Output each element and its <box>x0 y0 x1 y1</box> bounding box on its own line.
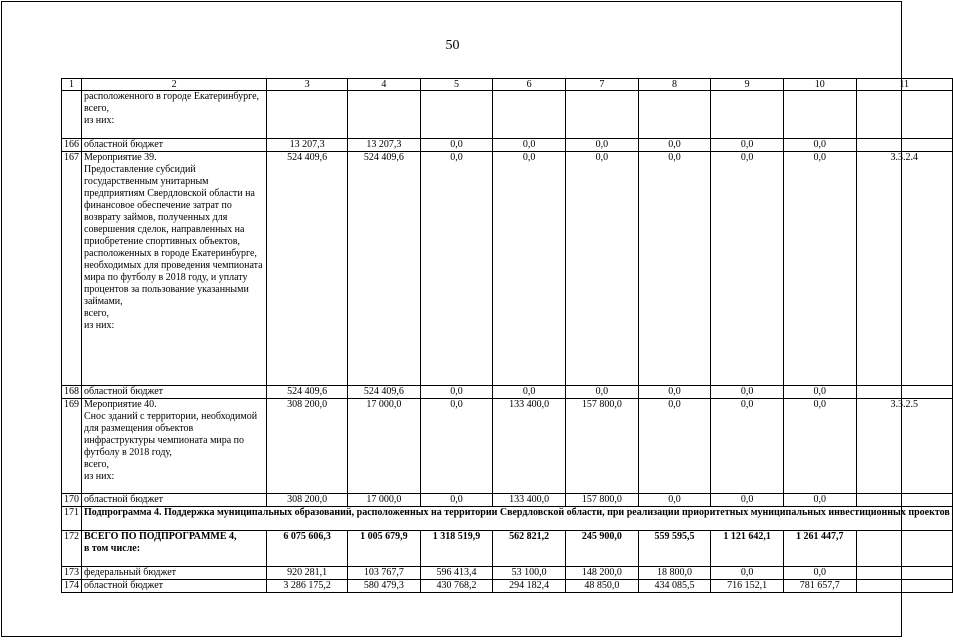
amount-cell: 3 286 175,2 <box>267 580 348 593</box>
amount-cell: 148 200,0 <box>566 567 639 580</box>
amount-cell: 0,0 <box>638 152 711 386</box>
event-name: федеральный бюджет <box>82 567 267 580</box>
amount-cell: 562 821,2 <box>493 531 566 567</box>
amount-cell: 0,0 <box>711 139 784 152</box>
amount-cell: 0,0 <box>783 139 856 152</box>
row-number: 168 <box>62 386 82 399</box>
column-header: 11 <box>856 79 952 91</box>
column-header: 6 <box>493 79 566 91</box>
amount-cell: 17 000,0 <box>348 494 421 507</box>
amount-cell: 0,0 <box>420 152 493 386</box>
table-row <box>62 567 953 580</box>
amount-cell <box>638 91 711 139</box>
amount-cell: 0,0 <box>783 386 856 399</box>
column-header: 4 <box>348 79 421 91</box>
amount-cell <box>420 91 493 139</box>
budget-table <box>61 78 953 593</box>
event-name: Мероприятие 40. Снос зданий с территории, необходимой для размещения объектов инфраструктуры чемпионата мира по футболу в 2018 году, всего, из них: <box>82 399 267 494</box>
amount-cell: 0,0 <box>638 399 711 494</box>
amount-cell: 133 400,0 <box>493 494 566 507</box>
amount-cell: 48 850,0 <box>566 580 639 593</box>
amount-cell: 0,0 <box>493 139 566 152</box>
amount-cell: 0,0 <box>420 139 493 152</box>
event-name: областной бюджет <box>82 139 267 152</box>
amount-cell: 0,0 <box>566 152 639 386</box>
amount-cell: 0,0 <box>783 399 856 494</box>
amount-cell: 245 900,0 <box>566 531 639 567</box>
amount-cell: 524 409,6 <box>267 386 348 399</box>
subprogram-title: Подпрограмма 4. Поддержка муниципальных образований, расположенных на территории Свердловской области, при реализации приоритетных муниципальных инвестиционных проектов <box>82 507 953 531</box>
amount-cell: 157 800,0 <box>566 399 639 494</box>
amount-cell: 1 005 679,9 <box>348 531 421 567</box>
amount-cell: 596 413,4 <box>420 567 493 580</box>
amount-cell: 781 657,7 <box>783 580 856 593</box>
event-name: Мероприятие 39. Предоставление субсидий государственным унитарным предприятиям Свердловской области на финансовое обеспечение затрат по возврату займов, полученных для совершения сделок, направленных на приобретение спортивных объектов, расположенных в городе Екатеринбурге, необходимых для проведения чемпионата мира по футболу в 2018 году, и уплату процентов за пользование указанными займами, всего, из них: <box>82 152 267 386</box>
amount-cell: 0,0 <box>566 386 639 399</box>
amount-cell: 0,0 <box>420 494 493 507</box>
amount-cell: 133 400,0 <box>493 399 566 494</box>
amount-cell: 0,0 <box>711 152 784 386</box>
subprogram-row <box>62 507 953 531</box>
amount-cell: 157 800,0 <box>566 494 639 507</box>
row-number: 174 <box>62 580 82 593</box>
target-code: 3.3.2.4 <box>856 152 952 386</box>
amount-cell: 0,0 <box>783 567 856 580</box>
amount-cell: 53 100,0 <box>493 567 566 580</box>
column-header: 7 <box>566 79 639 91</box>
amount-cell: 0,0 <box>783 152 856 386</box>
event-name: ВСЕГО ПО ПОДПРОГРАММЕ 4, в том числе: <box>82 531 267 567</box>
column-header-row <box>62 79 953 91</box>
amount-cell: 559 595,5 <box>638 531 711 567</box>
table-row <box>62 386 953 399</box>
row-number: 169 <box>62 399 82 494</box>
amount-cell: 0,0 <box>783 494 856 507</box>
target-code <box>856 386 952 399</box>
amount-cell: 0,0 <box>493 386 566 399</box>
amount-cell: 1 121 642,1 <box>711 531 784 567</box>
amount-cell: 13 207,3 <box>267 139 348 152</box>
amount-cell: 308 200,0 <box>267 399 348 494</box>
amount-cell <box>493 91 566 139</box>
table-row <box>62 580 953 593</box>
target-code <box>856 580 952 593</box>
target-code: 3.3.2.5 <box>856 399 952 494</box>
amount-cell: 0,0 <box>638 139 711 152</box>
table-row <box>62 399 953 494</box>
column-header: 9 <box>711 79 784 91</box>
table-row <box>62 494 953 507</box>
amount-cell: 524 409,6 <box>267 152 348 386</box>
event-name: областной бюджет <box>82 580 267 593</box>
target-code <box>856 494 952 507</box>
column-header: 3 <box>267 79 348 91</box>
amount-cell: 0,0 <box>711 399 784 494</box>
page-number: 50 <box>445 38 460 53</box>
target-code <box>856 139 952 152</box>
amount-cell: 0,0 <box>711 494 784 507</box>
row-number: 170 <box>62 494 82 507</box>
amount-cell: 0,0 <box>420 386 493 399</box>
row-number: 167 <box>62 152 82 386</box>
amount-cell: 0,0 <box>711 386 784 399</box>
amount-cell: 580 479,3 <box>348 580 421 593</box>
row-number: 166 <box>62 139 82 152</box>
amount-cell: 6 075 606,3 <box>267 531 348 567</box>
amount-cell: 0,0 <box>420 399 493 494</box>
amount-cell <box>783 91 856 139</box>
table-row <box>62 139 953 152</box>
table-row <box>62 91 953 139</box>
amount-cell: 17 000,0 <box>348 399 421 494</box>
amount-cell <box>267 91 348 139</box>
row-number: 173 <box>62 567 82 580</box>
amount-cell: 13 207,3 <box>348 139 421 152</box>
column-header: 8 <box>638 79 711 91</box>
column-header: 5 <box>420 79 493 91</box>
row-number: 172 <box>62 531 82 567</box>
amount-cell: 0,0 <box>638 386 711 399</box>
amount-cell: 294 182,4 <box>493 580 566 593</box>
amount-cell: 0,0 <box>566 139 639 152</box>
column-header: 10 <box>783 79 856 91</box>
table-row <box>62 152 953 386</box>
amount-cell: 716 152,1 <box>711 580 784 593</box>
amount-cell: 103 767,7 <box>348 567 421 580</box>
column-header: 2 <box>82 79 267 91</box>
row-number <box>62 91 82 139</box>
column-header: 1 <box>62 79 82 91</box>
event-name: расположенного в городе Екатеринбурге, всего, из них: <box>82 91 267 139</box>
target-code <box>856 567 952 580</box>
event-name: областной бюджет <box>82 386 267 399</box>
amount-cell: 524 409,6 <box>348 386 421 399</box>
amount-cell: 0,0 <box>638 494 711 507</box>
amount-cell: 430 768,2 <box>420 580 493 593</box>
target-code <box>856 531 952 567</box>
amount-cell: 434 085,5 <box>638 580 711 593</box>
amount-cell: 1 318 519,9 <box>420 531 493 567</box>
row-number: 171 <box>62 507 82 531</box>
amount-cell: 920 281,1 <box>267 567 348 580</box>
amount-cell: 308 200,0 <box>267 494 348 507</box>
amount-cell <box>348 91 421 139</box>
event-name: областной бюджет <box>82 494 267 507</box>
target-code <box>856 91 952 139</box>
amount-cell: 524 409,6 <box>348 152 421 386</box>
amount-cell: 1 261 447,7 <box>783 531 856 567</box>
amount-cell <box>566 91 639 139</box>
table-row <box>62 531 953 567</box>
amount-cell: 18 800,0 <box>638 567 711 580</box>
amount-cell: 0,0 <box>711 567 784 580</box>
amount-cell: 0,0 <box>493 152 566 386</box>
amount-cell <box>711 91 784 139</box>
